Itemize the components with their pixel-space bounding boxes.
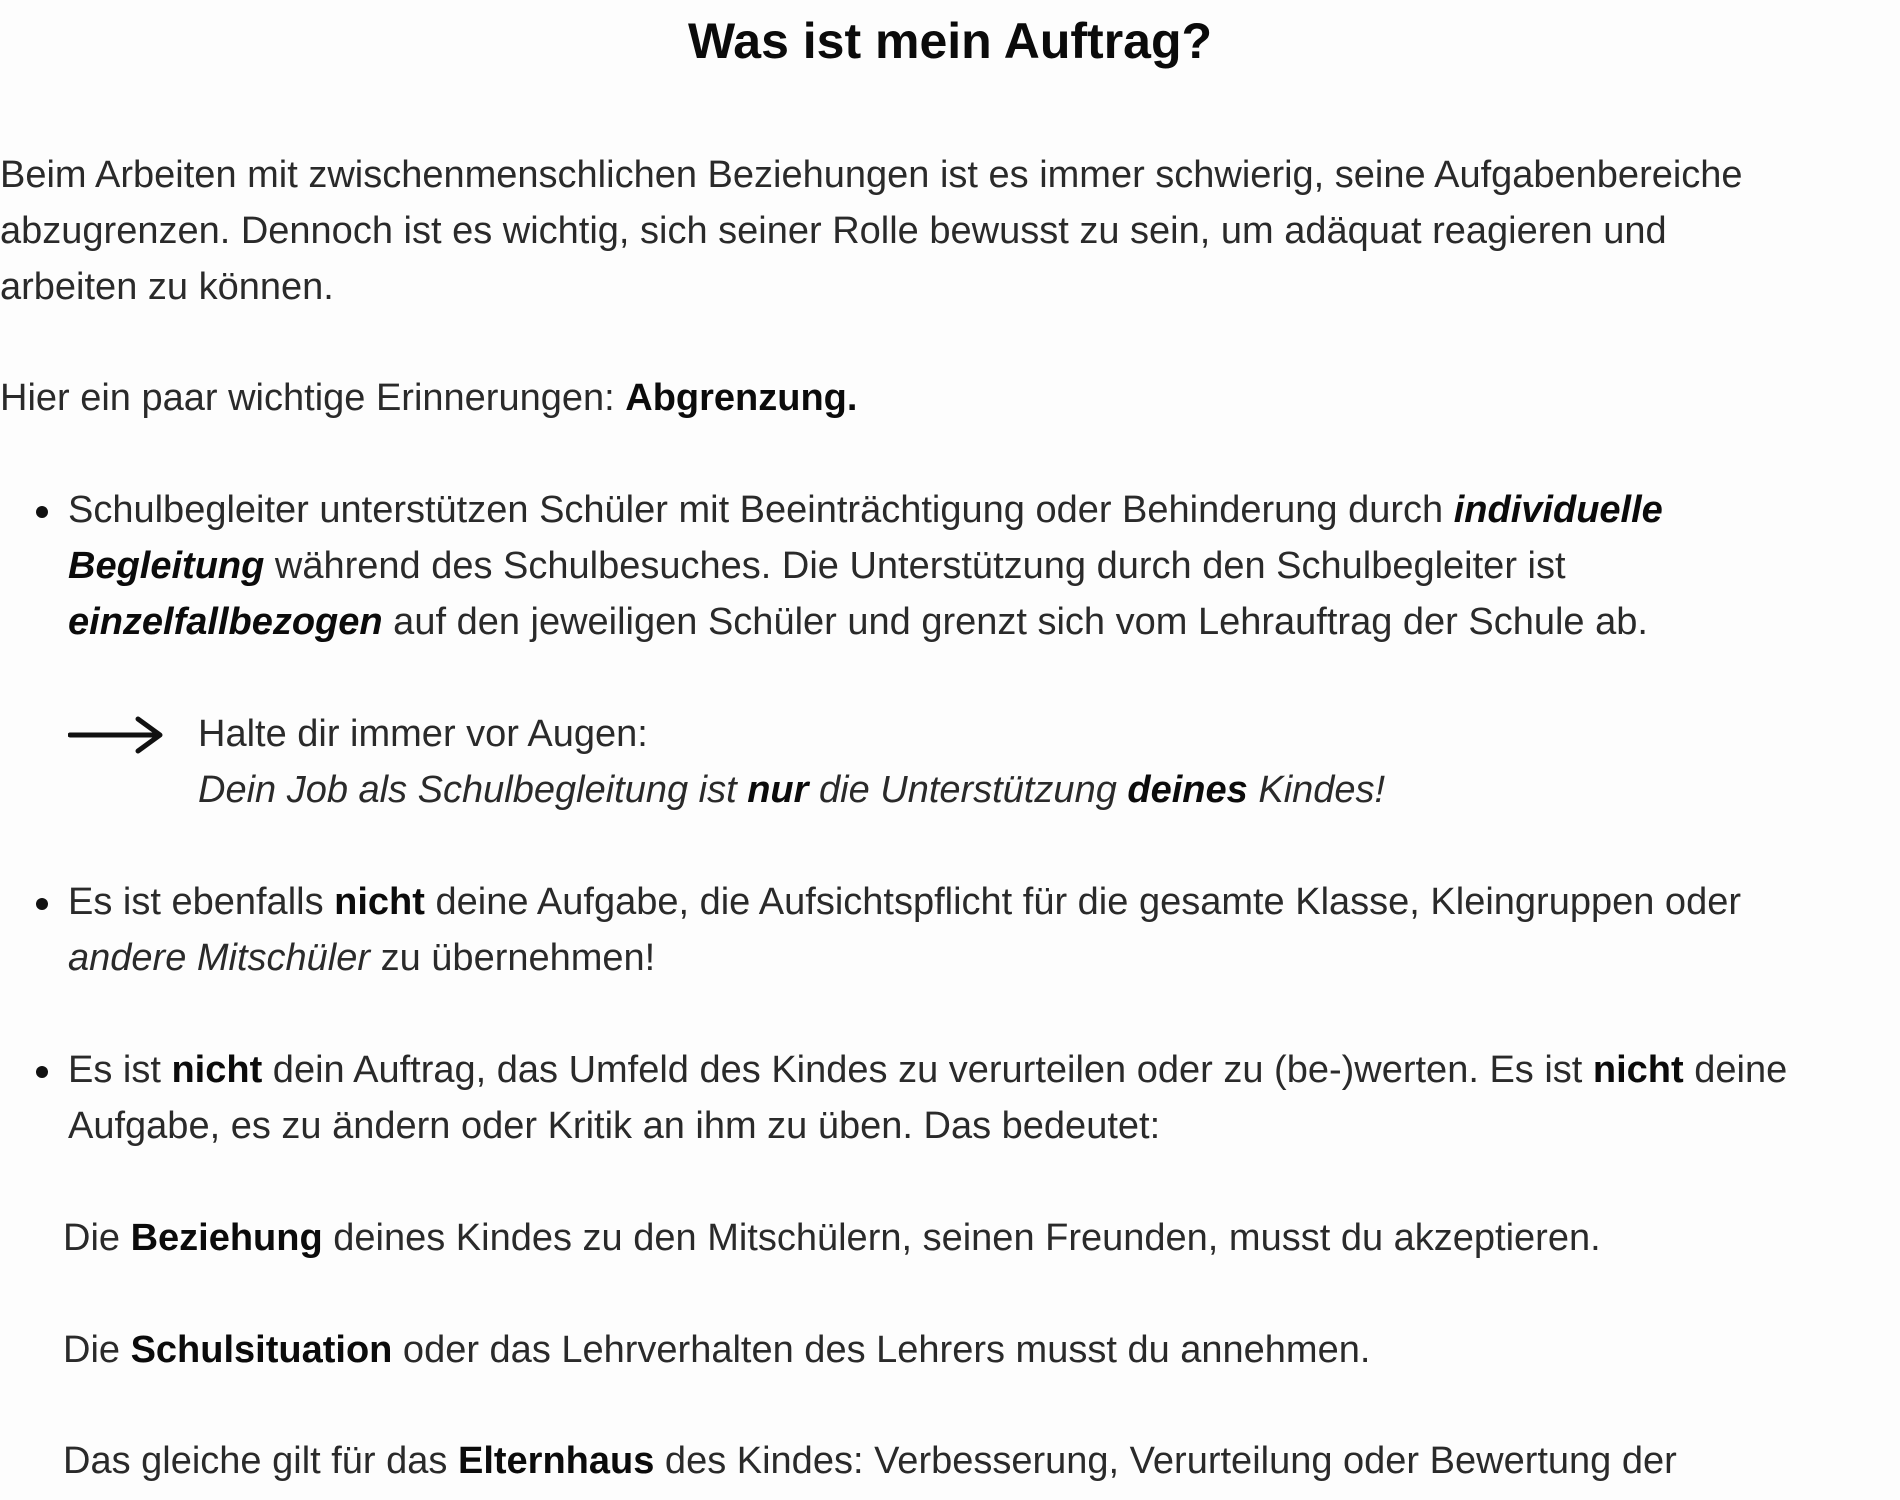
bullet-dot-1 — [36, 506, 48, 518]
sub1-bold: Beziehung — [130, 1217, 323, 1259]
bullet3-line-2: Aufgabe, es zu ändern oder Kritik an ihm zu üben. Das bedeutet: — [68, 1105, 1161, 1147]
bullet1-line-1 — [68, 482, 1663, 538]
bullet1-text-1: Schulbegleiter unterstützen Schüler mit Beeinträchtigung oder Behinderung durch — [68, 489, 1454, 531]
sub2-text-1: Die — [63, 1329, 131, 1371]
intro-line-1: Beim Arbeiten mit zwischenmenschlichen Beziehungen ist es immer schwierig, seine Aufgabenbereiche — [0, 154, 1743, 196]
sub2-text-2: oder das Lehrverhalten des Lehrers musst du annehmen. — [392, 1329, 1371, 1371]
reminder-prefix: Hier ein paar wichtige Erinnerungen: — [0, 377, 626, 419]
sub1-text-2: deines Kindes zu den Mitschülern, seinen Freunden, musst du akzeptieren. — [322, 1217, 1601, 1259]
bullet2-bold-1: nicht — [334, 881, 425, 923]
sub3-text-2: des Kindes: Verbesserung, Verurteilung oder Bewertung der — [654, 1440, 1677, 1482]
bullet3-text-2: dein Auftrag, das Umfeld des Kindes zu verurteilen oder zu (be-)werten. Es ist — [262, 1049, 1593, 1091]
bullet2-text-3: zu übernehmen! — [370, 937, 656, 979]
note-bold-1: nur — [747, 769, 809, 811]
sub-paragraph-2 — [63, 1322, 1370, 1378]
note-italic-2: die Unterstützung — [808, 769, 1128, 811]
bullet3-line-1 — [68, 1042, 1787, 1098]
sub-paragraph-3 — [63, 1433, 1677, 1489]
bullet1-text-3: auf den jeweiligen Schüler und grenzt sich vom Lehrauftrag der Schule ab. — [382, 601, 1648, 643]
bullet2-line-2 — [68, 930, 655, 986]
sub-paragraph-1 — [63, 1210, 1601, 1266]
bullet1-emph-3: einzelfallbezogen — [68, 601, 383, 643]
bullet3-bold-2: nicht — [1592, 1049, 1684, 1091]
sub3-text-1: Das gleiche gilt für das — [63, 1440, 458, 1482]
bullet2-italic: andere Mitschüler — [68, 937, 371, 979]
bullet-dot-3 — [36, 1066, 48, 1078]
intro-line-3: arbeiten zu können. — [0, 266, 334, 308]
reminder-bold: Abgrenzung. — [625, 377, 858, 419]
intro-line-2: abzugrenzen. Dennoch ist es wichtig, sich seiner Rolle bewusst zu sein, um adäquat reagieren und — [0, 210, 1667, 252]
bullet1-line-3 — [68, 594, 1648, 650]
bullet3-bold-1: nicht — [171, 1049, 263, 1091]
note-line-1: Halte dir immer vor Augen: — [198, 713, 648, 755]
arrow-right-icon — [68, 715, 164, 755]
bullet1-text-2: während des Schulbesuches. Die Unterstützung durch den Schulbegleiter ist — [264, 545, 1566, 587]
bullet1-emph-2: Begleitung — [68, 545, 265, 587]
note-italic-3: Kindes! — [1247, 769, 1386, 811]
bullet2-text-1: Es ist ebenfalls — [68, 881, 335, 923]
bullet-dot-2 — [36, 898, 48, 910]
page-title: Was ist mein Auftrag? — [687, 13, 1213, 69]
sub1-text-1: Die — [63, 1217, 131, 1259]
reminder-line — [0, 370, 857, 426]
note-line-2 — [198, 762, 1385, 818]
bullet1-line-2 — [68, 538, 1566, 594]
bullet2-line-1 — [68, 874, 1741, 930]
bullet2-text-2: deine Aufgabe, die Aufsichtspflicht für die gesamte Klasse, Kleingruppen oder — [424, 881, 1741, 923]
sub3-bold: Elternhaus — [457, 1440, 655, 1482]
note-bold-2: deines — [1127, 769, 1248, 811]
bullet3-text-3: deine — [1683, 1049, 1788, 1091]
note-italic-1: Dein Job als Schulbegleitung ist — [198, 769, 748, 811]
bullet1-emph-1: individuelle — [1453, 489, 1663, 531]
bullet3-text-1: Es ist — [68, 1049, 172, 1091]
sub2-bold: Schulsituation — [130, 1329, 393, 1371]
